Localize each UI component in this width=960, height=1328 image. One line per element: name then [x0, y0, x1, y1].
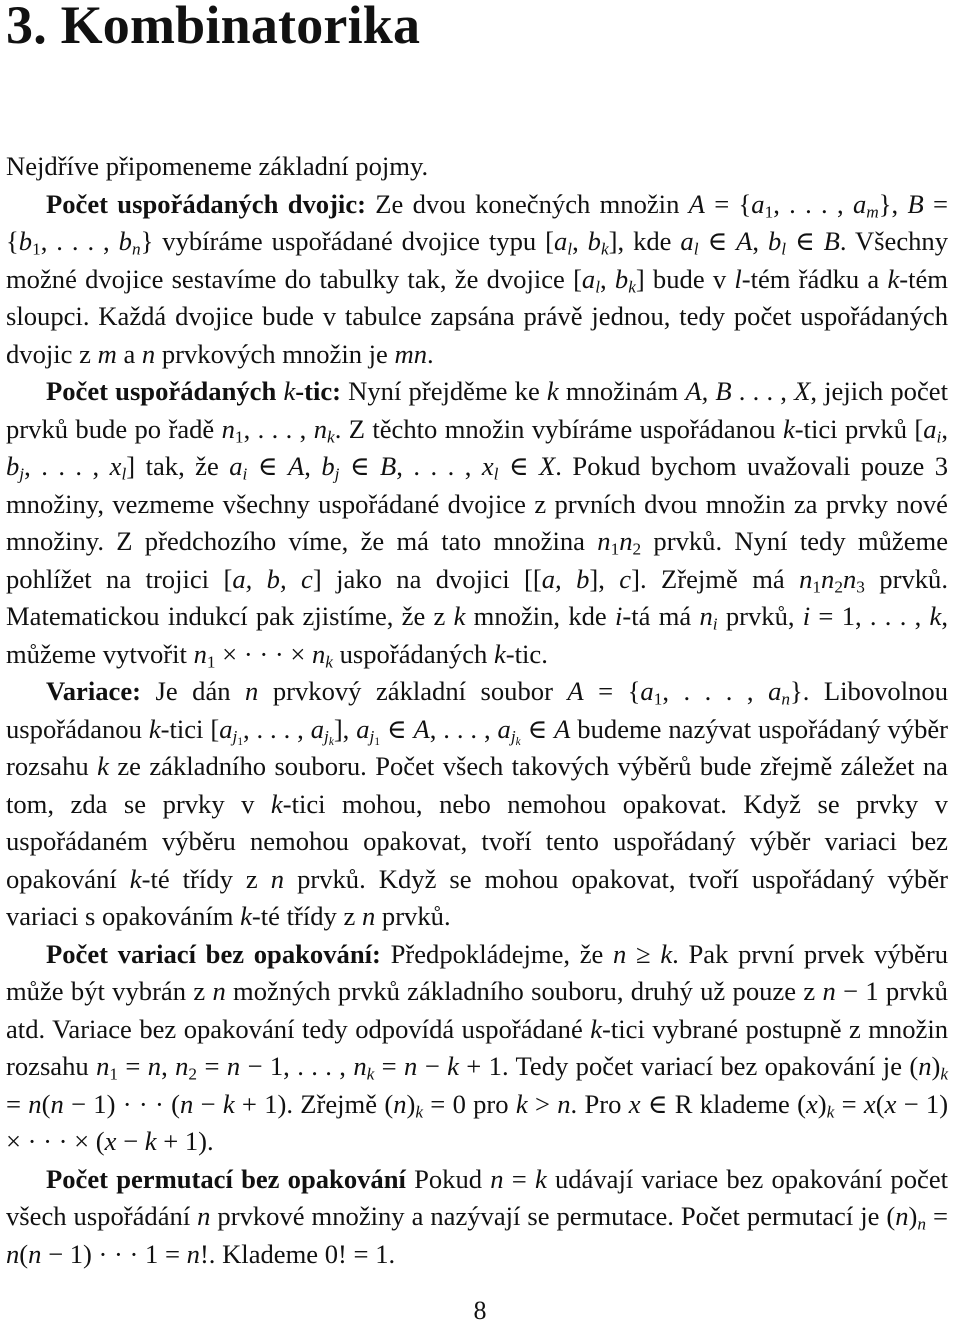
ktuples-heading: Počet uspořádaných k-tic: — [46, 376, 342, 406]
variace-heading: Variace: — [46, 676, 142, 706]
ktuples-paragraph: Počet uspořádaných k-tic: Nyní přejděme ke k množinám A, B . . . , X, jejich počet prvků bude po řadě $n_1$, . . . , $n_k$. Z těchto množin vybíráme uspořádanou k-tici prvků [$a_i$, $b_j$, . . . , $x_l$] tak, že $a_i$ ∈ A, $b_j$ ∈ B, . . . , $x_l$ ∈ X. Pokud bychom uvažovali pouze 3 množiny, vezmeme všechny uspořádané dvojice z prvních dvou množin za prvky nové množiny. Z předchozího víme, že má tato množina $n_1n_2$ prvků. Nyní tedy můžeme pohlížet na trojici [a, b, c] jako na dvojici [[a, b], c]. Zřejmě má $n_1n_2n_3$ prvků. Matematickou indukcí pak zjistíme, že z k množin, kde i-tá má $n_i$ prvků, i = 1, . . . , k, můžeme vytvořit $n_1$ × · · · × $n_k$ uspořádaných k-tic. — [6, 376, 949, 671]
pairs-heading: Počet uspořádaných dvojic: — [46, 188, 366, 219]
pairs-paragraph: Počet uspořádaných dvojic: Ze dvou konečných množin $A = \{a_1$, . . . , $a_m$}, $B = \{b_1$, . . . , $b_n$} vybíráme uspořádané dvojice typu [$a_l$, $b_k$], kde $a_l$ ∈ A, $b_l$ ∈ B. Všechny možné dvojice sestavíme do tabulky tak, že dvojice [$a_l$, $b_k$] bude v l-tém řádku a k-tém sloupci. Každá dvojice bude v tabulce zapsána právě jednou, tedy počet uspořádaných dvojic z m a n prvkových množin je mn. — [6, 188, 949, 369]
permutace-paragraph: Počet permutací bez opakování Pokud n = k udávají variace bez opakování počet všech uspořádání n prvkové množiny a nazývají se permutace. Počet permutací je $(n)_n = n(n - 1)$ · · · 1 = n!. Klademe 0! = 1. — [6, 1163, 949, 1269]
variace-paragraph: Variace: Je dán n prvkový základní soubor $A = \{a_1$, . . . , $a_n$}. Libovolnou uspořádanou k-tici [$a_{j_1}$, . . . , $a_{j_k}$], $a_{j_1}$ ∈ A, . . . , $a_{j_k}$ ∈ A budeme nazývat uspořádaný výběr rozsahu k ze základního souboru. Počet všech takových výběrů bude zřejmě záležet na tom, zda se prvky v k-tici mohou, nebo nemohou opakovat. Když se prvky v uspořádaném výběru nemohou opakovat, tvoří tento uspořádaný výběr variaci bez opakování k-té třídy z n prvků. Když se mohou opakovat, tvoří uspořádaný výběr variaci s opakováním k-té třídy z n prvků. — [6, 676, 949, 931]
variace-bez-heading: Počet variací bez opakování: — [46, 938, 381, 969]
chapter-title: 3. Kombinatorika — [6, 0, 421, 55]
page-number: 8 — [473, 1296, 487, 1325]
variace-bez-paragraph: Počet variací bez opakování: Předpokládejme, že n ≥ k. Pak první prvek výběru může být vybrán z n možných prvků základního souboru, druhý už pouze z n − 1 prvků atd. Variace bez opakování tedy odpovídá uspořádané k-tici vybrané postupně z množin rozsahu $n_1 = n$, $n_2 = n - 1$, . . . , $n_k = n - k + 1$. Tedy počet variací bez opakování je $(n)_k = n(n - 1)$ · · · (n − k + 1). Zřejmě $(n)_k = 0$ pro k > n. Pro x ∈ R klademe $(x)_k = x(x - 1)$ × · · · × (x − k + 1). — [6, 938, 949, 1156]
permutace-heading: Počet permutací bez opakování — [46, 1163, 406, 1194]
page-body — [6, 148, 948, 1273]
intro-paragraph: Nejdříve připomeneme základní pojmy. — [6, 151, 429, 181]
